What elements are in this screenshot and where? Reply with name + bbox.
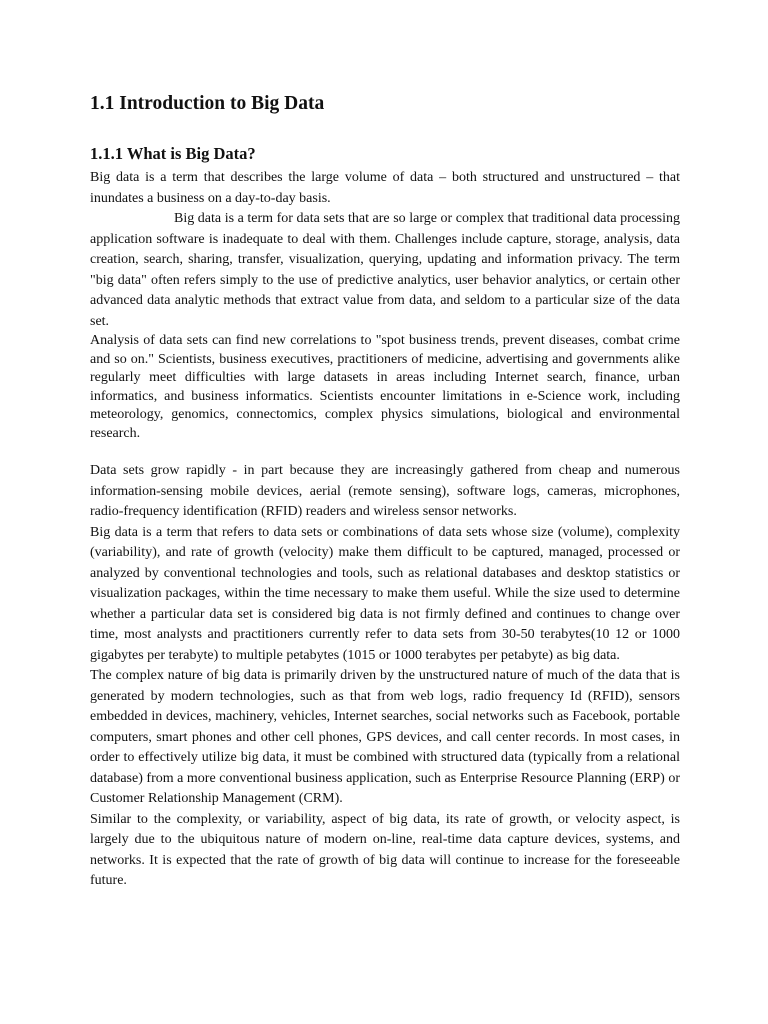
paragraph-big-data-term: Big data is a term for data sets that are so large or complex that traditional data processing application software is inadequate to deal with them. Challenges include capture, storage, analysis, data creation, search, sharing, transfer, visualization, querying, updating and information privacy. The term "big data" often refers simply to the use of predictive analytics, user behavior analytics, or certain other advanced data analytic methods that extract value from data, and seldom to a particular size of the data set. bbox=[90, 211, 680, 329]
subsection-title: 1.1.1 What is Big Data? bbox=[90, 144, 256, 163]
paragraph-volume-variability-velocity: Big data is a term that refers to data sets or combinations of data sets whose size (volume), complexity (variability), and rate of growth (velocity) make them difficult to be captured, managed, processed or analyzed by conventional technologies and tools, such as relational databases and desktop statistics or visualization packages, within the time necessary to make them useful. While the size used to determine whether a particular data set is considered big data is not firmly defined and continues to change over time, most analysts and practitioners currently refer to data sets from 30-50 terabytes(10 12 or 1000 gigabytes per terabyte) to multiple petabytes (1015 or 1000 terabytes per petabyte) as big data. bbox=[90, 524, 680, 663]
paragraph-data-growth: Data sets grow rapidly - in part because they are increasingly gathered from cheap and numerous information-sensing mobile devices, aerial (remote sensing), software logs, cameras, microphones, radio-frequency identification (RFID) readers and wireless sensor networks. bbox=[90, 463, 680, 519]
section-title: 1.1 Introduction to Big Data bbox=[90, 93, 325, 114]
paragraph-complex-nature: The complex nature of big data is primarily driven by the unstructured nature of much of the data that is generated by modern technologies, such as that from web logs, radio frequency Id (RFID), sensors embedded in devices, machinery, vehicles, Internet searches, social networks such as Facebook, portable computers, smart phones and other cell phones, GPS devices, and call center records. In most cases, in order to effectively utilize big data, it must be combined with structured data (typically from a relational database) from a more conventional business application, such as Enterprise Resource Planning (ERP) or Customer Relationship Management (CRM). bbox=[90, 668, 680, 806]
paragraph-analysis: Analysis of data sets can find new correlations to "spot business trends, prevent diseases, combat crime and so on." Scientists, business executives, practitioners of medicine, advertising and governments alike regularly meet difficulties with large datasets in areas including Internet search, finance, urban informatics, and business informatics. Scientists encounter limitations in e-Science work, including meteorology, genomics, connectomics, complex physics simulations, biological and environmental research. bbox=[90, 333, 680, 441]
paragraph-velocity: Similar to the complexity, or variability, aspect of big data, its rate of growth, or velocity aspect, is largely due to the ubiquitous nature of modern on-line, real-time data capture devices, systems, and networks. It is expected that the rate of growth of big data will continue to increase for the foreseeable future. bbox=[90, 811, 680, 888]
paragraph-definition: Big data is a term that describes the large volume of data – both structured and unstructured – that inundates a business on a day-to-day basis. bbox=[90, 170, 680, 206]
